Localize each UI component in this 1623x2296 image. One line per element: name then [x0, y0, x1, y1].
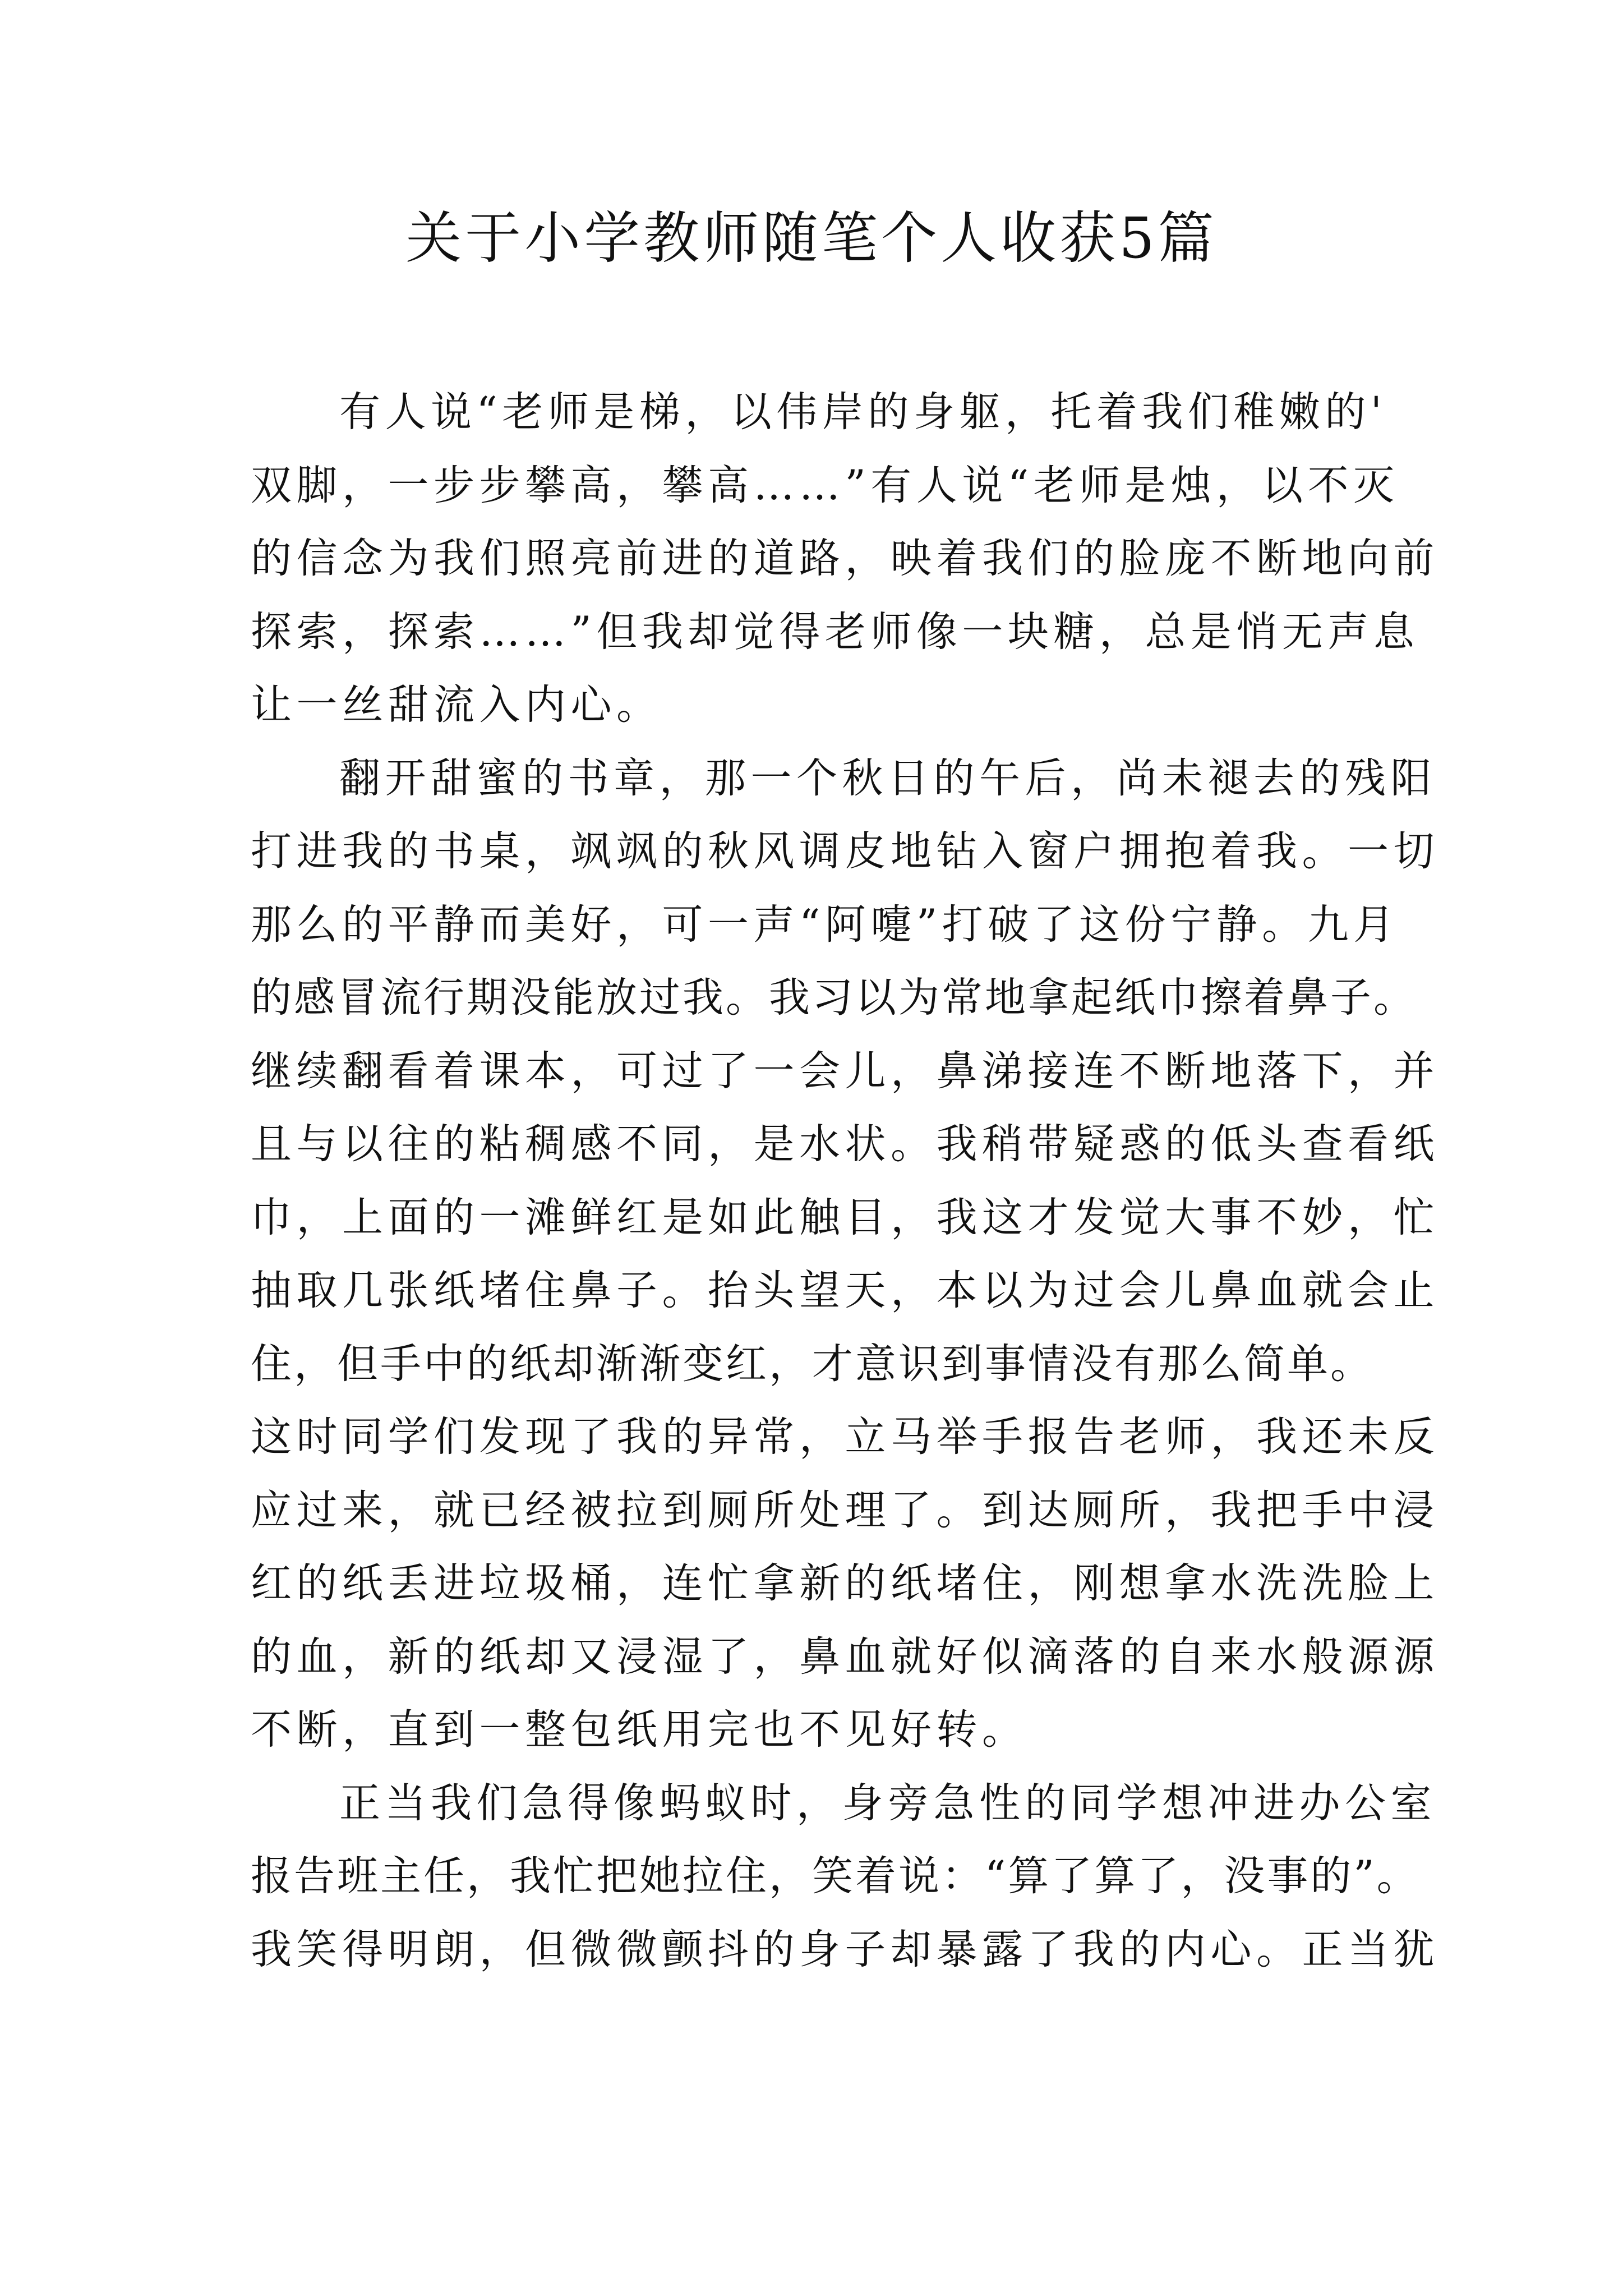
paragraph-2-line-5: 继续翻看着课本，可过了一会儿，鼻涕接连不断地落下，并 [251, 1047, 1439, 1095]
paragraph-2-line-13: 的血，新的纸却又浸湿了，鼻血就好似滴落的自来水般源源 [251, 1632, 1439, 1681]
paragraph-1-line-3: 的信念为我们照亮前进的道路，映着我们的脸庞不断地向前 [251, 535, 1439, 582]
paragraph-2-line-10: 这时同学们发现了我的异常，立马举手报告老师，我还未反 [251, 1413, 1439, 1461]
paragraph-1-line-4: 探索，探索……”但我却觉得老师像一块糖，总是悄无声息 [251, 608, 1419, 656]
paragraph-2-line-14: 不断，直到一整包纸用完也不见好转。 [251, 1706, 1028, 1754]
paragraph-2-line-2: 打进我的书桌，飒飒的秋风调皮地钻入窗户拥抱着我。一切 [251, 827, 1439, 875]
paragraph-2-line-8: 抽取几张纸堵住鼻子。抬头望天，本以为过会儿鼻血就会止 [251, 1267, 1439, 1314]
paragraph-2-line-1: 翻开甜蜜的书章，那一个秋日的午后，尚未褪去的残阳 [339, 754, 1436, 802]
paragraph-2-line-3: 那么的平静而美好，可一声“阿嚏”打破了这份宁静。九月 [251, 900, 1399, 949]
paragraph-3-line-3: 我笑得明朗，但微微颤抖的身子却暴露了我的内心。正当犹 [251, 1925, 1439, 1973]
paragraph-2-line-9: 住，但手中的纸却渐渐变红，才意识到事情没有那么简单。 [251, 1340, 1373, 1388]
paragraph-1-line-5: 让一丝甜流入内心。 [251, 681, 662, 729]
paragraph-1-line-2: 双脚，一步步攀高，攀高……”有人说“老师是烛，以不灭 [251, 461, 1399, 509]
paragraph-2-line-7: 巾，上面的一滩鲜红是如此触目，我这才发觉大事不妙，忙 [251, 1193, 1439, 1241]
paragraph-2-line-6: 且与以往的粘稠感不同，是水状。我稍带疑惑的低头查看纸 [251, 1120, 1439, 1168]
paragraph-2-line-12: 红的纸丢进垃圾桶，连忙拿新的纸堵住，刚想拿水洗洗脸上 [251, 1559, 1439, 1607]
paragraph-1-line-1: 有人说“老师是梯，以伟岸的身躯，托着我们稚嫩的' [339, 388, 1387, 436]
paragraph-3-line-1: 正当我们急得像蚂蚁时，身旁急性的同学想冲进办公室 [339, 1779, 1436, 1827]
paragraph-2-line-11: 应过来，就已经被拉到厕所处理了。到达厕所，我把手中浸 [251, 1486, 1439, 1534]
paragraph-2-line-4: 的感冒流行期没能放过我。我习以为常地拿起纸巾擦着鼻子。 [251, 974, 1417, 1022]
document-title: 关于小学教师随笔个人收获5篇 [405, 205, 1218, 271]
paragraph-3-line-2: 报告班主任，我忙把她拉住，笑着说：“算了算了，没事的”。 [251, 1852, 1420, 1900]
document-body [251, 376, 1439, 1986]
